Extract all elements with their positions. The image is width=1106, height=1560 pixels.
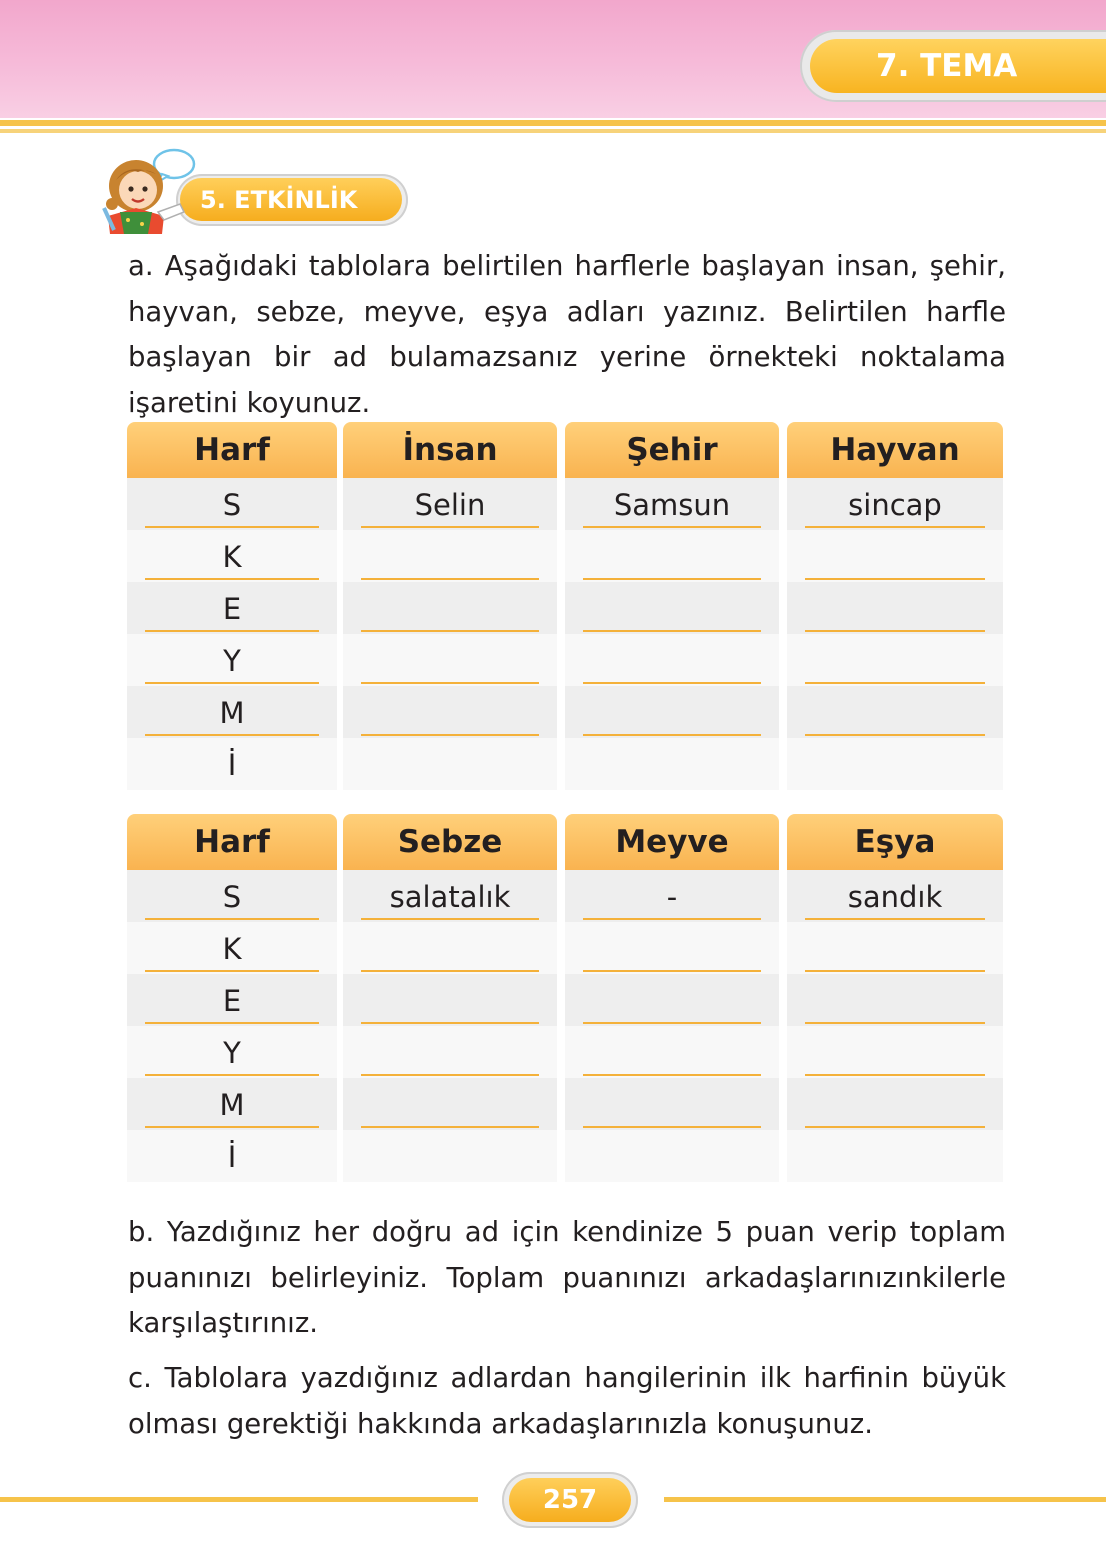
column-header: Meyve [565, 814, 779, 870]
answer-cell[interactable] [565, 582, 779, 634]
letter-text: İ [227, 1140, 237, 1174]
header-stripe [0, 120, 1106, 126]
instruction-a-text: Aşağıdaki tablolara belirtilen harflerle başlayan insan, şehir, hayvan, sebze, meyve, eşya adları yazınız. Belirtilen harfle başlayan bir ad bulamazsanız yerine örnekteki noktalama işaretini koyunuz. [128, 250, 1006, 419]
writing-line [583, 630, 761, 632]
answer-cell[interactable] [565, 478, 779, 530]
answer-cell[interactable] [787, 686, 1003, 738]
table-column [343, 422, 557, 790]
writing-line [805, 970, 985, 972]
table-column [127, 422, 337, 790]
letter-text: M [219, 1088, 245, 1122]
writing-line [805, 918, 985, 920]
answer-cell[interactable] [787, 634, 1003, 686]
letter-cell [127, 974, 337, 1026]
answer-cell[interactable] [787, 1026, 1003, 1078]
answer-cell[interactable] [343, 738, 557, 790]
writing-line [361, 578, 539, 580]
page-number-badge [502, 1472, 638, 1528]
writing-line [583, 970, 761, 972]
letter-cell [127, 634, 337, 686]
writing-line [145, 734, 319, 736]
writing-line [583, 734, 761, 736]
writing-line [361, 630, 539, 632]
answer-cell[interactable] [787, 922, 1003, 974]
girl-mascot-icon [98, 146, 208, 236]
answer-cell[interactable] [565, 870, 779, 922]
writing-line [583, 682, 761, 684]
answer-text: - [666, 880, 678, 914]
column-header: Şehir [565, 422, 779, 478]
letter-text: İ [227, 748, 237, 782]
answer-text: Selin [414, 488, 486, 522]
column-header: Eşya [787, 814, 1003, 870]
letter-cell [127, 738, 337, 790]
writing-line [361, 918, 539, 920]
answer-cell[interactable] [343, 686, 557, 738]
answer-cell[interactable] [343, 1026, 557, 1078]
instruction-b-marker: b. [128, 1216, 155, 1248]
answer-text: sincap [848, 488, 942, 522]
instruction-a-marker: a. [128, 250, 154, 282]
writing-line [583, 1126, 761, 1128]
writing-line [805, 526, 985, 528]
answer-cell[interactable] [343, 634, 557, 686]
writing-line [361, 682, 539, 684]
answer-cell[interactable] [787, 870, 1003, 922]
activity-pill [176, 174, 408, 226]
header-stripe-thin [0, 129, 1106, 133]
answer-cell[interactable] [343, 1078, 557, 1130]
answer-cell[interactable] [565, 686, 779, 738]
writing-line [361, 1126, 539, 1128]
writing-line [583, 526, 761, 528]
writing-line [805, 1022, 985, 1024]
writing-line [145, 1126, 319, 1128]
letter-text: Y [223, 644, 241, 678]
answer-cell[interactable] [343, 974, 557, 1026]
writing-line [361, 970, 539, 972]
answer-cell[interactable] [343, 870, 557, 922]
table-column [127, 814, 337, 1182]
letter-cell [127, 478, 337, 530]
letter-text: E [222, 592, 242, 626]
letter-text: M [219, 696, 245, 730]
answer-cell[interactable] [787, 530, 1003, 582]
answer-cell[interactable] [343, 478, 557, 530]
table-column [343, 814, 557, 1182]
letter-text: S [222, 880, 242, 914]
answer-cell[interactable] [343, 1130, 557, 1182]
instruction-b-text: Yazdığınız her doğru ad için kendinize 5 puan verip toplam puanınızı belirleyiniz. Toplam puanınızı arkadaşlarınızınkilerle karşılaştırınız. [128, 1216, 1006, 1339]
column-header: Harf [127, 814, 337, 870]
instruction-c-marker: c. [128, 1362, 152, 1394]
table-column [565, 422, 779, 790]
column-header: İnsan [343, 422, 557, 478]
footer-line-left [0, 1497, 478, 1502]
letter-cell [127, 686, 337, 738]
column-header: Hayvan [787, 422, 1003, 478]
instruction-a [128, 244, 1006, 426]
letter-text: K [222, 540, 242, 574]
letter-cell [127, 922, 337, 974]
writing-line [805, 1074, 985, 1076]
writing-line [145, 526, 319, 528]
activity-title: 5. ETKİNLİK [180, 178, 402, 221]
column-header: Harf [127, 422, 337, 478]
letter-cell [127, 1130, 337, 1182]
writing-line [805, 1126, 985, 1128]
writing-line [361, 734, 539, 736]
writing-line [361, 1022, 539, 1024]
column-header: Sebze [343, 814, 557, 870]
writing-line [583, 578, 761, 580]
instruction-b [128, 1210, 1006, 1347]
writing-line [145, 578, 319, 580]
writing-line [361, 1074, 539, 1076]
activity-header [98, 146, 418, 236]
writing-line [145, 1074, 319, 1076]
page-number: 257 [509, 1478, 631, 1522]
writing-line [805, 734, 985, 736]
writing-line [145, 970, 319, 972]
answer-cell[interactable] [565, 974, 779, 1026]
answer-cell[interactable] [787, 1078, 1003, 1130]
answer-cell[interactable] [343, 530, 557, 582]
table-column [787, 814, 1003, 1182]
writing-line [583, 1074, 761, 1076]
answer-text: sandık [847, 880, 943, 914]
instruction-c-text: Tablolara yazdığınız adlardan hangilerinin ilk harfinin büyük olması gerektiği hakkında arkadaşlarınızla konuşunuz. [128, 1362, 1006, 1440]
letter-cell [127, 530, 337, 582]
answer-cell[interactable] [565, 738, 779, 790]
answer-text: Samsun [613, 488, 731, 522]
letter-text: S [222, 488, 242, 522]
writing-line [583, 1022, 761, 1024]
writing-line [583, 918, 761, 920]
letter-text: K [222, 932, 242, 966]
writing-line [805, 630, 985, 632]
answer-cell[interactable] [787, 1130, 1003, 1182]
table-column [565, 814, 779, 1182]
writing-line [145, 918, 319, 920]
answer-cell[interactable] [787, 738, 1003, 790]
writing-line [145, 630, 319, 632]
writing-line [805, 682, 985, 684]
instruction-c [128, 1356, 1006, 1447]
answer-cell[interactable] [787, 582, 1003, 634]
table-column [787, 422, 1003, 790]
answer-cell[interactable] [565, 922, 779, 974]
writing-line [805, 578, 985, 580]
answer-cell[interactable] [787, 478, 1003, 530]
answer-cell[interactable] [565, 1130, 779, 1182]
answer-cell[interactable] [565, 634, 779, 686]
letter-text: E [222, 984, 242, 1018]
letter-cell [127, 1078, 337, 1130]
tema-label: 7. TEMA [810, 39, 1106, 93]
answer-cell[interactable] [565, 530, 779, 582]
writing-line [145, 682, 319, 684]
writing-line [361, 526, 539, 528]
answer-cell[interactable] [565, 1078, 779, 1130]
letter-cell [127, 582, 337, 634]
letter-text: Y [223, 1036, 241, 1070]
letter-cell [127, 1026, 337, 1078]
letter-cell [127, 870, 337, 922]
writing-line [145, 1022, 319, 1024]
answer-cell[interactable] [343, 582, 557, 634]
answer-cell[interactable] [343, 922, 557, 974]
answer-cell[interactable] [565, 1026, 779, 1078]
footer-line-right [664, 1497, 1106, 1502]
tema-badge [800, 30, 1106, 102]
answer-text: salatalık [389, 880, 511, 914]
answer-cell[interactable] [787, 974, 1003, 1026]
